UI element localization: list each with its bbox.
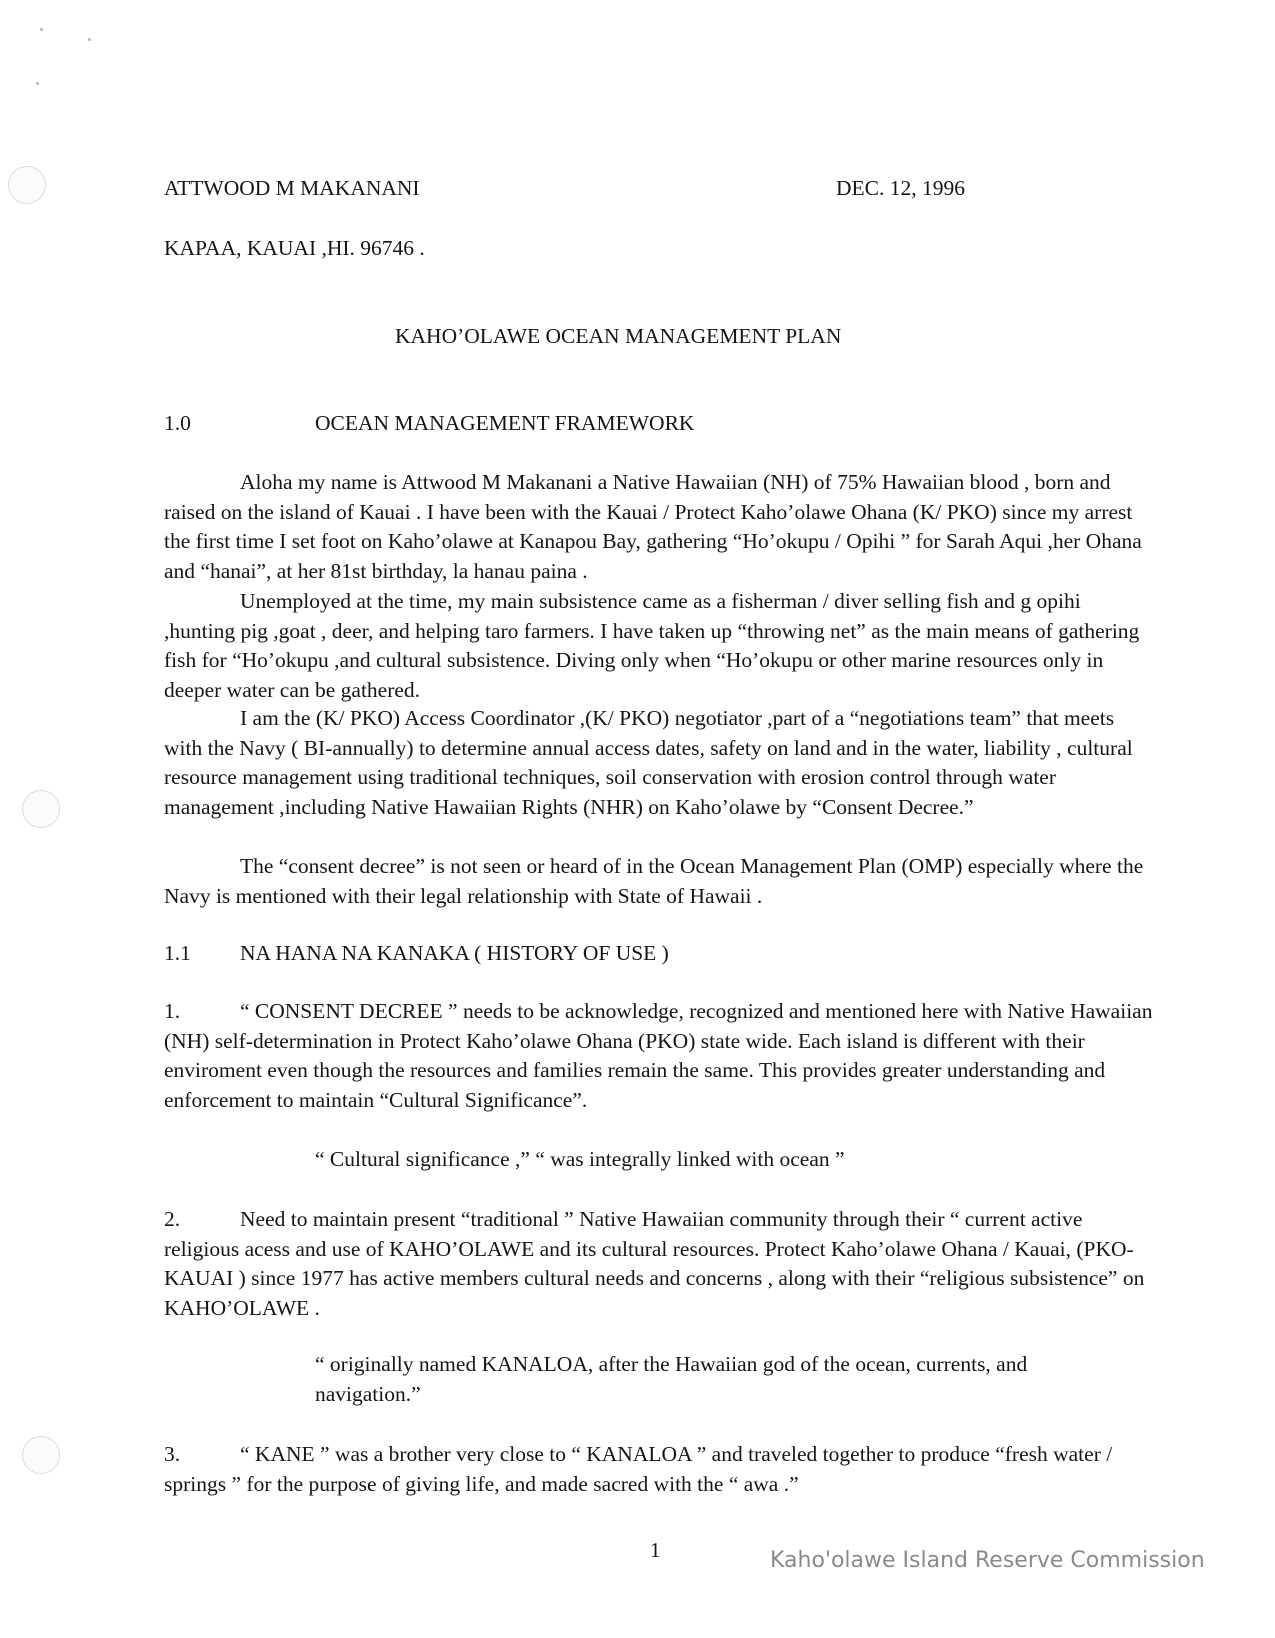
list-item-1: 1. “ CONSENT DECREE ” needs to be acknowledge, recognized and mentioned here with Native Hawaiian (NH) self-determination in Protect Kaho’olawe Ohana (PKO) state wide. Each island is different with their enviroment even though the resources and families remain the same. This provides greater understanding and enforcement to maintain “Cultural Significance”. <box>164 999 1153 1112</box>
section-number: 1.0 <box>164 411 191 435</box>
list-item-number: 3. <box>164 1442 181 1466</box>
scan-speck <box>36 82 39 85</box>
quote-cultural-significance: “ Cultural significance ,” “ was integrally linked with ocean ” <box>315 1147 845 1171</box>
punch-hole-middle <box>22 790 60 828</box>
paragraph-consent-decree: The “consent decree” is not seen or heard of in the Ocean Management Plan (OMP) especially where the Navy is mentioned with their legal relationship with State of Hawaii . <box>164 854 1144 908</box>
paragraph-intro: Aloha my name is Attwood M Makanani a Native Hawaiian (NH) of 75% Hawaiian blood , born and raised on the island of Kauai . I have been with the Kauai / Protect Kaho’olawe Ohana (K/ PKO) since my arrest the first time I set foot on Kaho’olawe at Kanapou Bay, gathering “Ho’okupu / Opihi ” for Sarah Aqui ,her Ohana and “hanai”, at her 81st birthday, la hanau paina . <box>164 470 1142 583</box>
list-item-3: 3. “ KANE ” was a brother very close to “ KANALOA ” and traveled together to produce “fresh water / springs ” for the purpose of giving life, and made sacred with the “ awa .” <box>164 1442 1113 1496</box>
quote-kanaloa: “ originally named KANALOA, after the Hawaiian god of the ocean, currents, and navigation.” <box>315 1352 1028 1406</box>
source-watermark: Kaho'olawe Island Reserve Commission <box>770 1548 1205 1573</box>
punch-hole-bottom <box>22 1436 60 1474</box>
list-item-number: 2. <box>164 1207 181 1231</box>
section-heading: OCEAN MANAGEMENT FRAMEWORK <box>315 411 695 435</box>
list-item-number: 1. <box>164 999 181 1023</box>
author-name: ATTWOOD M MAKANANI <box>164 176 420 200</box>
scan-speck <box>40 28 43 31</box>
paragraph-subsistence: Unemployed at the time, my main subsistence came as a fisherman / diver selling fish and g opihi ,hunting pig ,goat , deer, and helping taro farmers. I have taken up “throwing net” as the main means of gathering fish for “Ho’okupu ,and cultural subsistence. Diving only when “Ho’okupu or other marine resources only in deeper water can be gathered. <box>164 589 1140 702</box>
document-date: DEC. 12, 1996 <box>836 176 965 200</box>
document-title: KAHO’OLAWE OCEAN MANAGEMENT PLAN <box>395 324 842 348</box>
punch-hole-top <box>8 166 46 204</box>
section-heading: NA HANA NA KANAKA ( HISTORY OF USE ) <box>240 941 669 965</box>
page-number: 1 <box>650 1538 661 1562</box>
paragraph-access-coordinator: I am the (K/ PKO) Access Coordinator ,(K/ PKO) negotiator ,part of a “negotiations team” that meets with the Navy ( BI-annually) to determine annual access dates, safety on land and in the water, liability , cultural resource management using traditional techniques, soil conservation with erosion control through water management ,including Native Hawaiian Rights (NHR) on Kaho’olawe by “Consent Decree.” <box>164 706 1133 819</box>
author-address: KAPAA, KAUAI ,HI. 96746 . <box>164 236 425 260</box>
section-number: 1.1 <box>164 941 191 965</box>
scan-speck <box>88 38 91 41</box>
list-item-2: 2. Need to maintain present “traditional ” Native Hawaiian community through their “ current active religious acess and use of KAHO’OLAWE and its cultural resources. Protect Kaho’olawe Ohana / Kauai, (PKO-KAUAI ) since 1977 has active members cultural needs and concerns , along with their “religious subsistence” on KAHO’OLAWE . <box>164 1207 1145 1320</box>
